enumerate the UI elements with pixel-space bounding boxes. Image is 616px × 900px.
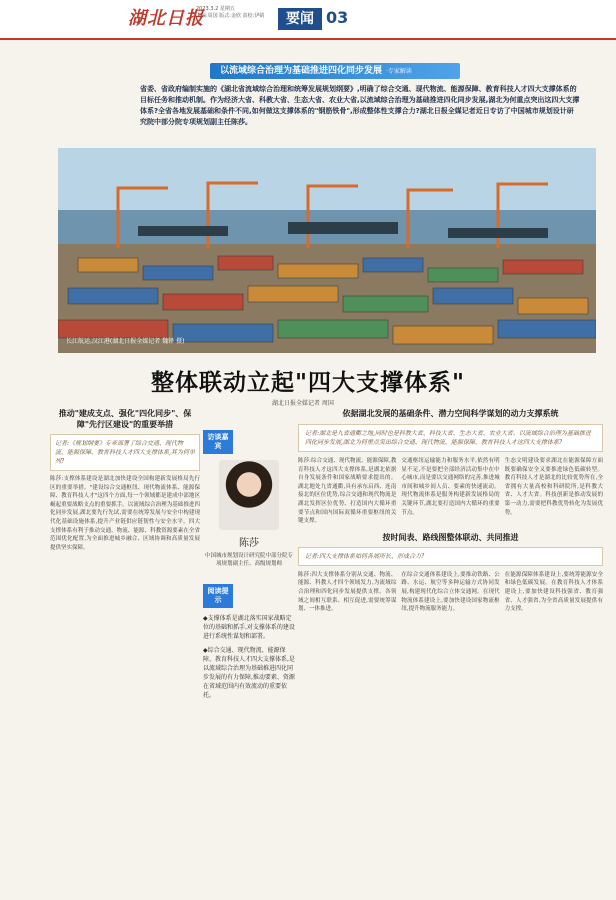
guest-avatar <box>219 460 279 530</box>
left-subhead: 推动"建成支点、强化"四化同步"、保障"先行区建设"的重要举措 <box>58 409 192 429</box>
right-subhead: 依据湖北发展的基础条件、潜力空间科学谋划的动力支撑系统 <box>342 409 559 418</box>
reading-tips-list <box>203 614 295 700</box>
topic-banner <box>210 63 460 79</box>
left-question: 记者:《规划纲要》专章部署了综合交通、现代物流、能源保障、教育科技人才四大支撑体系,其为何单列? <box>50 434 200 471</box>
page-number: 03 <box>326 8 349 27</box>
right-body-columns-2 <box>298 571 603 614</box>
guest-name: 陈莎 <box>239 538 259 549</box>
interview-sidebar <box>203 430 295 830</box>
port-photo <box>58 148 596 353</box>
left-column <box>50 408 200 552</box>
right-body-col6: 在能源保障体系建设上,要统筹能源安全和绿色低碳发展。在教育科技人才体系建设上,要加快建设科技强省、教育强省、人才强省,为全省高质量发展提供有力支撑。 <box>504 571 603 613</box>
right-question-2: 记者:四大支撑体系如何各展所长、形成合力? <box>298 547 603 566</box>
right-body-col3: 生态文明建设要求湖北在能源保障方面既要确保安全又要推进绿色低碳转型。教育科技人才是湖北的比较优势所在,全省拥有大量高校和科研院所,是科教大省、人才大省。科技创新是推动发展的第一动力,需要把科教优势转化为发展优势。 <box>504 458 603 516</box>
port-photo-illustration <box>58 148 596 353</box>
photo-caption: 长江航运,汉江港(湖北日报全媒记者 魏铎 摄) <box>66 338 185 345</box>
right-subhead-2: 按时间表、路线图整体联动、共同推进 <box>382 532 519 542</box>
main-headline: 整体联动立起"四大支撑体系" <box>151 369 465 396</box>
right-body-col4: 陈莎:四大支撑体系分别从交通、物流、能源、科教人才四个领域发力,为流域综合治理和四化同步发展提供支撑。各领域之间相互联系、相互促进,需要统筹谋划、一体推进。 <box>298 571 397 613</box>
reading-tip-item: ◆支撑体系是湖北落实国家战略定位的基础和抓手,对支撑体系的建设进行系统性谋划和部署。 <box>203 615 295 640</box>
interview-guest-tag: 访谈嘉宾 <box>203 430 233 454</box>
right-body-col2: 交通枢纽运输能力和服务水平,依然有明显不足,不是要把全部经济活动集中在中心城市,而是要以交通网络的完善,推进城市间和城乡间人员、要素的快速流动。现代物流体系是服务构建新发展格局的关键环节,湖北要打造国内大循环的重要节点。 <box>401 458 500 516</box>
reading-tip-item: ◆综合交通、现代物流、能源保障、教育科技人才四大支撑体系,是以流域综合治理为基础推进四化同步发展的有力保障,推动要素、资源在省域范围内有效流动的重要依托。 <box>203 647 295 699</box>
guest-title: 中国城市规划设计研究院中部分院专项规划副主任、高级规划师 <box>204 553 293 567</box>
issue-meta <box>196 6 264 20</box>
right-body-col5: 在综合交通体系建设上,要推动铁路、公路、水运、航空等多种运输方式协同发展,构建现代化综合立体交通网。在现代物流体系建设上,要加快建设国家物流枢纽,提升物流服务能力。 <box>401 571 500 613</box>
right-body-columns <box>298 457 603 526</box>
right-question: 记者:湖北是九省通衢之地,同时也是科教大省、科技大省、生态大省、农业大省。以流域综合治理为基础推进四化同步发展,湖北为何重点突出综合交通、现代物流、能源保障、教育科技人才这四大支撑体系? <box>298 424 603 452</box>
left-body: 陈莎:支撑体系建设是湖北加快建设全国构建新发展格局先行区的重要举措。"建设综合交通枢纽、现代物流体系、能源保障、教育科技人才"这四个方面,每一个领域都是建成中部地区崛起重要战略支点的重要抓手。以流域综合治理为基础推进四化同步发展,湖北要先行先试,需要在统筹发展与安全中构建现代化基础设施体系,提升产业链供应链韧性与安全水平。四大支撑体系有利于推动交通、物流、能源、科教资源要素在全省范围优化配置,为全面推进城乡融合、区域协调和高质量发展提供坚实保障。 <box>50 476 200 551</box>
byline: 湖北日报全媒记者 周国 <box>272 400 334 407</box>
right-body-col1: 陈莎:综合交通、现代物流、能源保障,教育科技人才这四大支撑体系,是湖北依据自身发展条件和国家战略要求提出的。湖北地处九省通衢,具有承东启西、连南接北的区位优势,综合交通和现代物流是湖北发挥区位优势、打造国内大循环重要节点和国内国际双循环重要枢纽的关键支撑。 <box>298 458 397 525</box>
reading-tips-tag: 阅读提示 <box>203 584 233 608</box>
section-badge: 要闻 <box>278 8 322 30</box>
issue-date: 2023.3.2 星期五 <box>196 6 235 12</box>
banner-title: 以流域综合治理为基础推进四化同步发展 <box>220 66 383 76</box>
editor-credits: 主编:周国 版式:金欣 责校:伊婧 <box>196 13 265 19</box>
newspaper-logo: 湖北日报 <box>128 8 204 29</box>
lead-paragraph: 省委、省政府编制实施的《湖北省流域综合治理和统筹发展规划纲要》,明确了综合交通、现代物流、能源保障、教育科技人才四大支撑体系的目标任务和推动机制。作为经济大省、科教大省、生态大省、农业大省,以流域综合治理为基础推进四化同步发展,湖北为何重点突出这四大支撑体系?全省各地发展基础和条件不同,如何做这支撑体系的"钢筋铁骨",形成整体性支撑合力?湖北日报全媒记者近日专访了中国城市规划设计研究院中部分院专项规划副主任陈莎。 <box>140 85 580 126</box>
masthead <box>0 0 616 40</box>
banner-sub: ·专家解读 <box>386 68 412 75</box>
right-column <box>298 408 603 614</box>
